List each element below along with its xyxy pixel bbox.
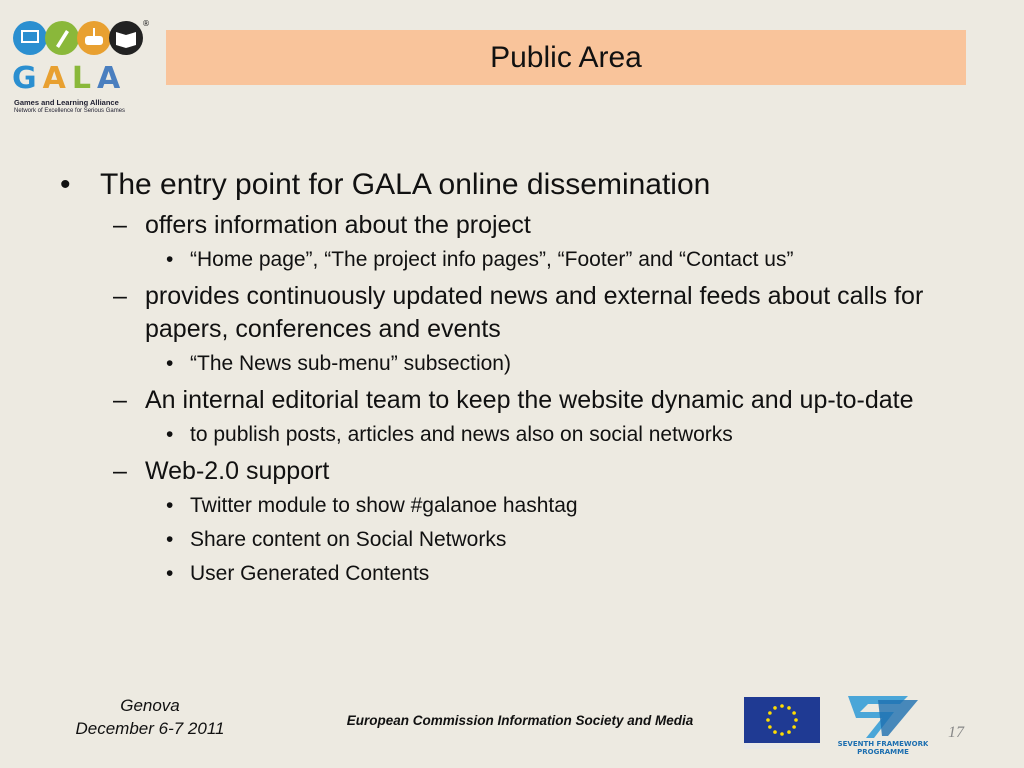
gala-logo-circles [12,18,152,62]
bullet-marker: • [166,352,174,375]
bullet-marker: • [166,562,174,585]
footer-location: Genova [120,696,180,715]
bullet-level-1 [60,165,960,205]
bullet-level-3 [166,560,960,588]
footer-date: December 6-7 2011 [75,719,225,738]
bullet-text: Twitter module to show #galanoe hashtag [190,494,578,517]
bullet-text: provides continuously updated news and external feeds about calls for papers, conferences and events [145,282,924,343]
gala-letter-a2: A [96,61,127,96]
bullet-text: offers information about the project [145,211,531,239]
fp7-label-2: PROGRAMME [857,748,909,756]
eu-star [773,730,777,734]
dash-marker: – [113,457,127,485]
bullet-text: An internal editorial team to keep the website dynamic and up-to-date [145,386,914,414]
eu-flag-icon [744,697,820,749]
gala-logo [10,18,150,114]
gala-letter-g: G [12,61,43,96]
bullet-level-2 [113,455,960,488]
footer-center-text: European Commission Information Society and Media [346,713,694,728]
dash-marker: – [113,211,127,239]
slide-content [60,165,960,594]
bullet-level-3 [166,526,960,554]
gala-wordmark [12,62,152,96]
bullet-text: “Home page”, “The project info pages”, “Footer” and “Contact us” [190,248,794,271]
footer-location-date [50,694,250,740]
dash-marker: – [113,386,127,414]
computer-icon [13,21,47,55]
bullet-marker: • [166,423,174,446]
bullet-level-3 [166,492,960,520]
page-number: 17 [948,724,964,741]
slide-title-bar [166,30,966,85]
bullet-text: Web-2.0 support [145,457,330,485]
bullet-text: “The News sub-menu” subsection) [190,352,511,375]
eu-star [768,711,772,715]
logo-tagline: Games and Learning Alliance [14,98,119,107]
gala-letter-l: L [71,61,97,96]
slide-title: Public Area [490,40,642,74]
bullet-text: The entry point for GALA online dissemination [100,168,711,201]
bullet-level-2 [113,384,960,417]
eu-star [773,706,777,710]
eu-star [792,725,796,729]
bullet-marker: • [166,494,174,517]
bullet-text: User Generated Contents [190,562,430,585]
bullet-level-2 [113,209,960,242]
bullet-marker: • [60,168,71,201]
bullet-level-3 [166,350,960,378]
eu-star [780,704,784,708]
logo-subtagline: Network of Excellence for Serious Games [14,108,126,114]
eu-star [766,718,770,722]
bullet-level-3 [166,246,960,274]
eu-star [787,730,791,734]
eu-star [787,706,791,710]
bullet-marker: • [166,528,174,551]
trademark-symbol: ® [142,19,150,28]
eu-star [794,718,798,722]
eu-star [780,732,784,736]
bullet-text: to publish posts, articles and news also on social networks [190,423,733,446]
dash-marker: – [113,282,127,310]
eu-star [768,725,772,729]
eu-star [792,711,796,715]
fp7-logo-icon [838,690,928,756]
bullet-level-3 [166,421,960,449]
bullet-marker: • [166,248,174,271]
bullet-level-2 [113,280,960,346]
gala-letter-a1: A [42,61,72,96]
fp7-label-1: SEVENTH FRAMEWORK [838,740,928,748]
bullet-text: Share content on Social Networks [190,528,507,551]
